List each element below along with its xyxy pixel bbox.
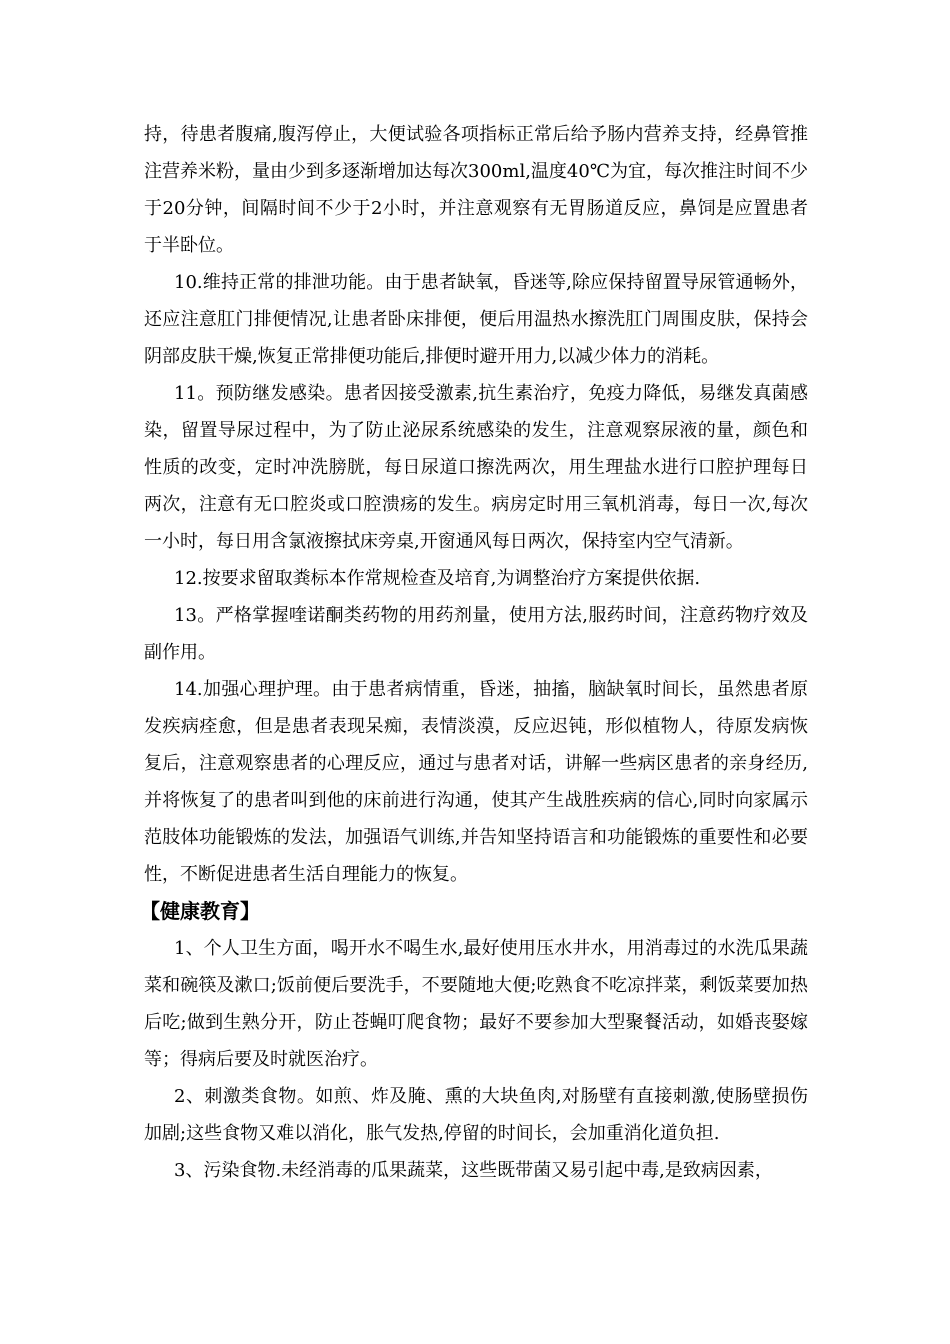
paragraph-continuation: 持，待患者腹痛,腹泻停止，大便试验各项指标正常后给予肠内营养支持，经鼻管推注营养米粉，量由少到多逐渐增加达每次300ml,温度40℃为宜，每次推注时间不少于20分钟，间隔时间不少于2小时，并注意观察有无胃肠道反应，鼻饲是应置患者于半卧位。: [144, 124, 808, 256]
section-heading-health-education: 【健康教育】: [140, 899, 260, 923]
paragraph-education-1: 1、个人卫生方面，喝开水不喝生水,最好使用压水井水，用消毒过的水洗瓜果蔬菜和碗筷及漱口;饭前便后要洗手，不要随地大便;吃熟食不吃凉拌菜，剩饭菜要加热后吃;做到生熟分开，防止苍蝇叮爬食物；最好不要参加大型聚餐活动，如婚丧娶嫁等；得病后要及时就医治疗。: [144, 938, 808, 1070]
paragraph-item-12: 12.按要求留取粪标本作常规检查及培育,为调整治疗方案提供依据.: [174, 568, 701, 589]
paragraph-item-13: 13。严格掌握喹诺酮类药物的用药剂量，使用方法,服药时间，注意药物疗效及副作用。: [144, 605, 808, 663]
paragraph-item-11: 11。预防继发感染。患者因接受激素,抗生素治疗，免疫力降低，易继发真菌感染，留置导尿过程中，为了防止泌尿系统感染的发生，注意观察尿液的量，颜色和性质的改变，定时冲洗膀胱，每日尿道口擦洗两次，用生理盐水进行口腔护理每日两次，注意有无口腔炎或口腔溃疡的发生。病房定时用三氧机消毒，每日一次,每次一小时，每日用含氯液擦拭床旁桌,开窗通风每日两次，保持室内空气清新。: [144, 383, 808, 552]
document-page: [140, 116, 808, 1189]
paragraph-education-3: 3、污染食物.未经消毒的瓜果蔬菜，这些既带菌又易引起中毒,是致病因素，: [174, 1160, 773, 1181]
paragraph-item-10: 10.维持正常的排泄功能。由于患者缺氧，昏迷等,除应保持留置导尿管通畅外，还应注意肛门排便情况,让患者卧床排便，便后用温热水擦洗肛门周围皮肤，保持会阴部皮肤干燥,恢复正常排便功能后,排便时避开用力,以减少体力的消耗。: [144, 272, 808, 367]
paragraph-education-2: 2、刺激类食物。如煎、炸及腌、熏的大块鱼肉,对肠壁有直接刺激,使肠壁损伤加剧;这些食物又难以消化，胀气发热,停留的时间长，会加重消化道负担.: [144, 1086, 808, 1144]
paragraph-item-14: 14.加强心理护理。由于患者病情重，昏迷，抽搐，脑缺氧时间长，虽然患者原发疾病痊愈，但是患者表现呆痴，表情淡漠，反应迟钝，形似植物人，待原发病恢复后，注意观察患者的心理反应，通过与患者对话，讲解一些病区患者的亲身经历,并将恢复了的患者叫到他的床前进行沟通，使其产生战胜疾病的信心,同时向家属示范肢体功能锻炼的发法，加强语气训练,并告知坚持语言和功能锻炼的重要性和必要性，不断促进患者生活自理能力的恢复。: [144, 679, 808, 885]
